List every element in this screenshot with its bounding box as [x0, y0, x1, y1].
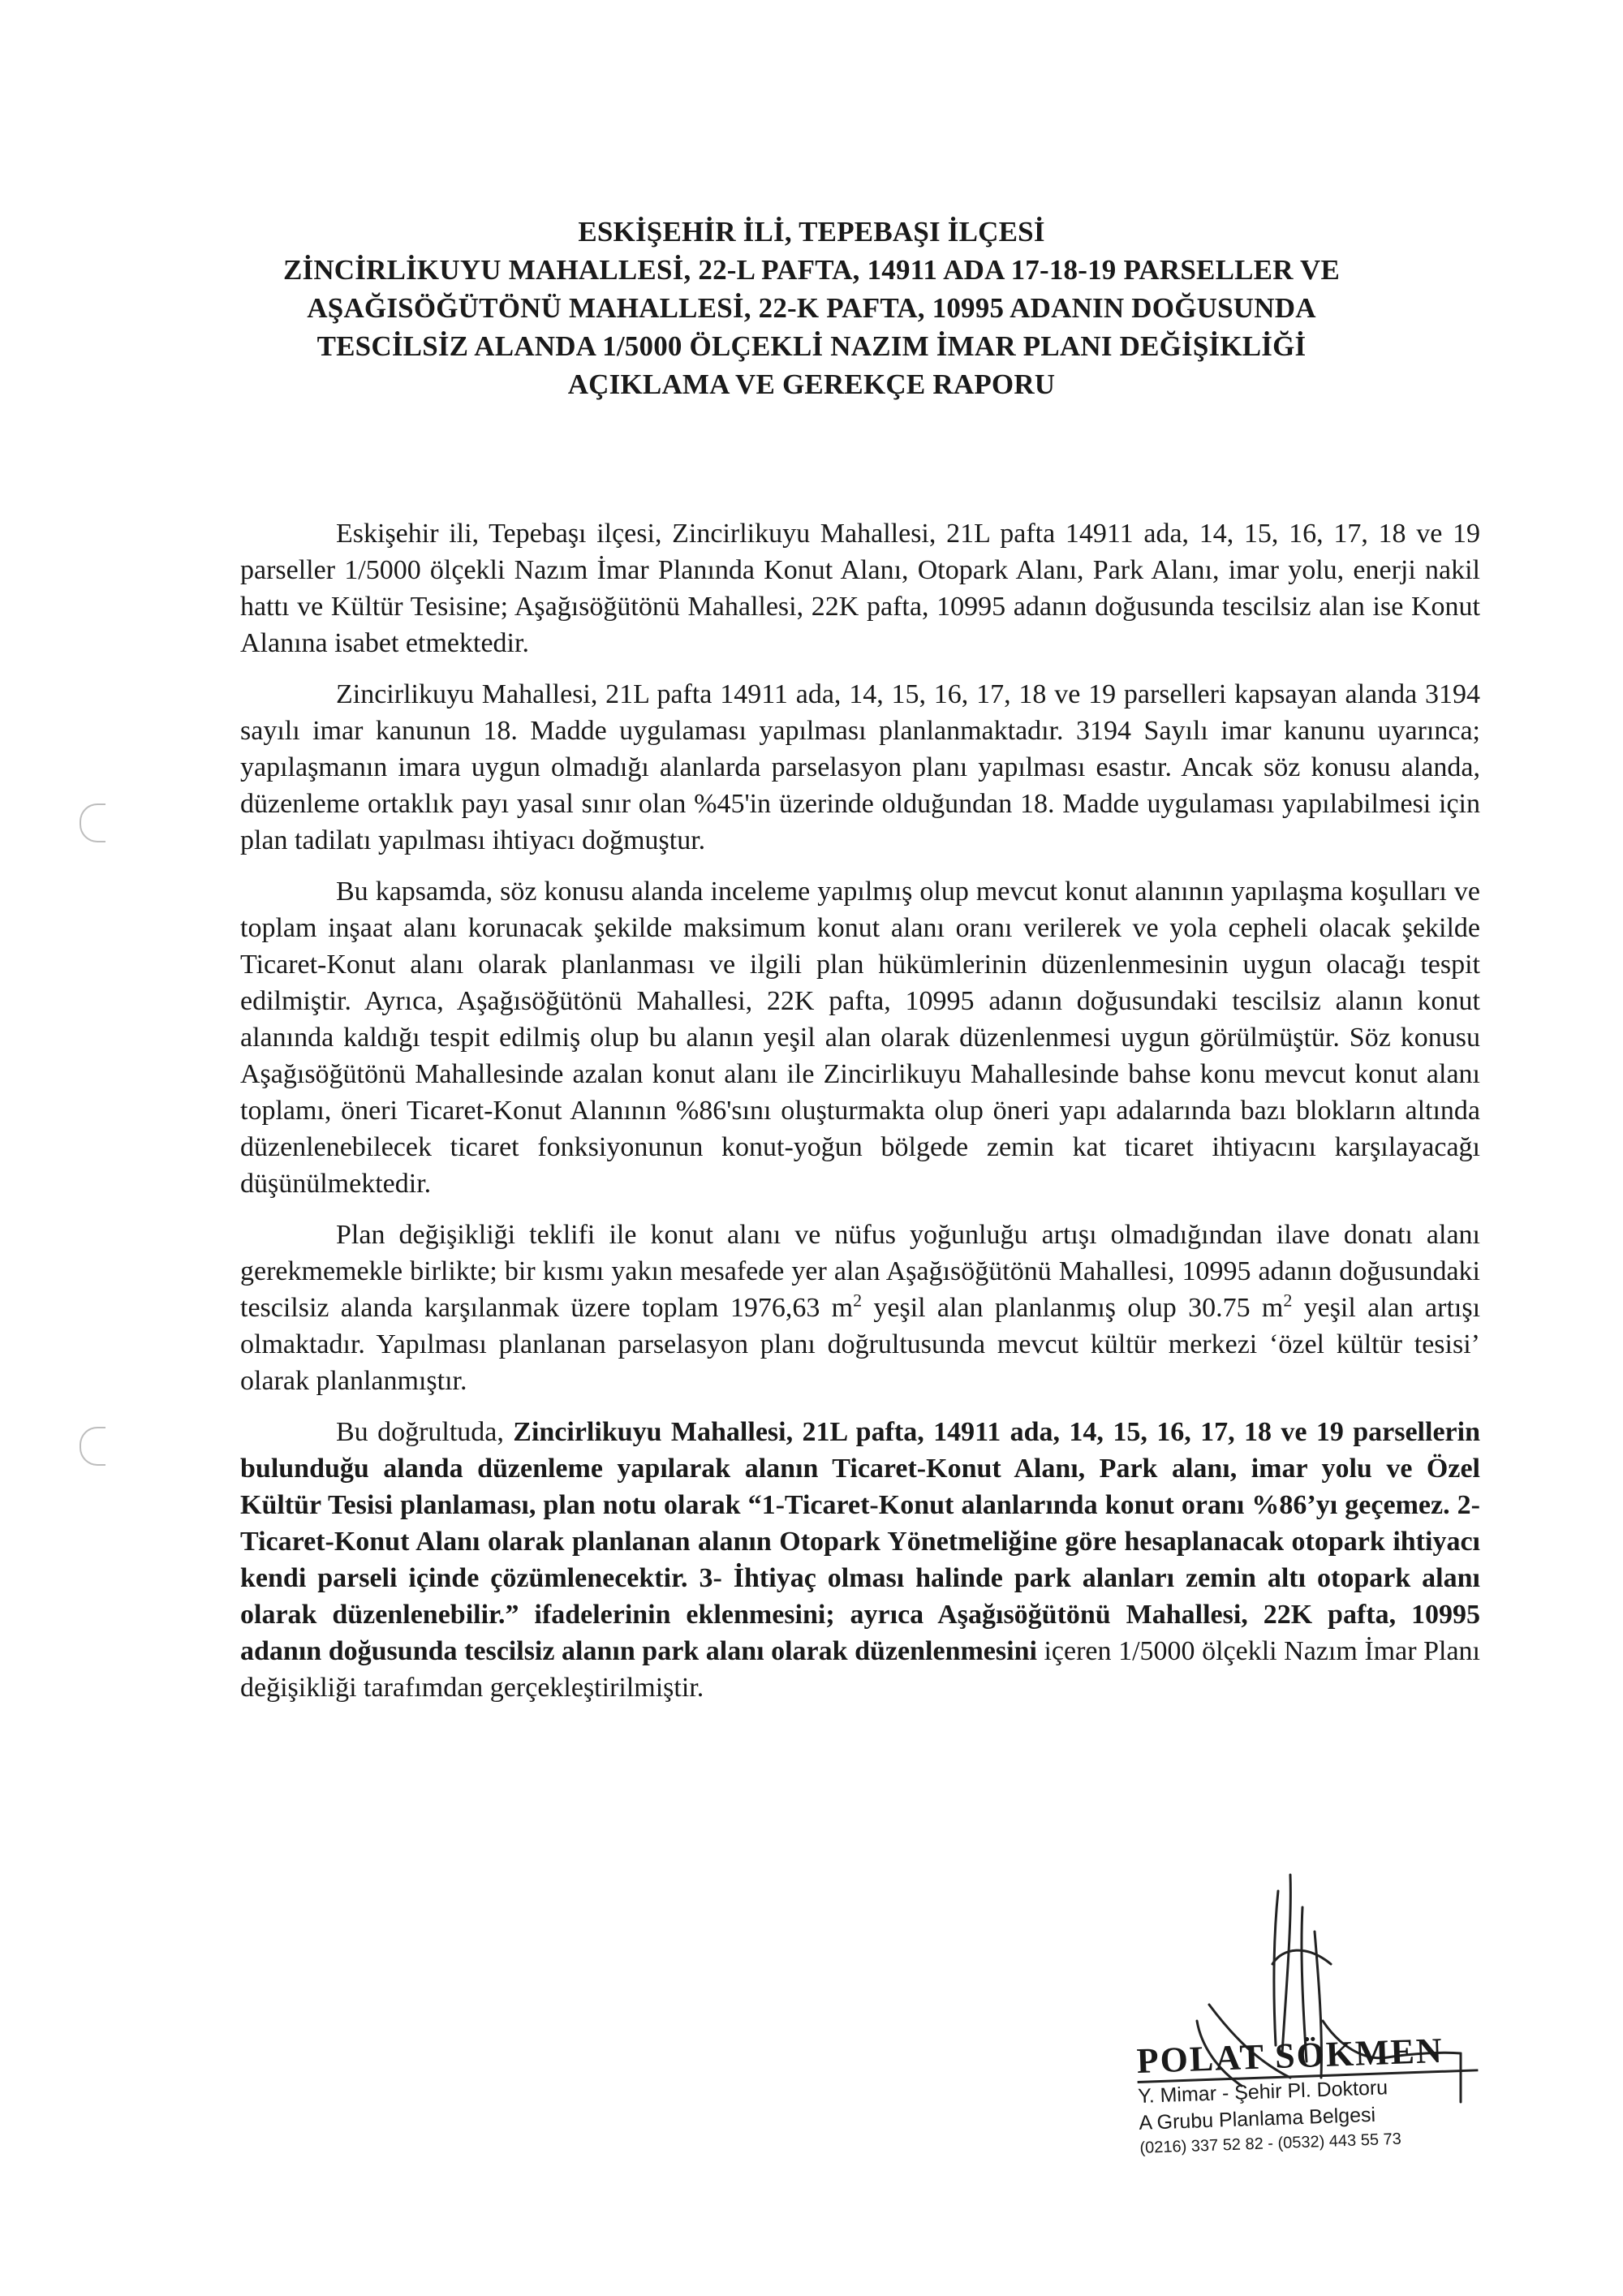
paragraph-5	[240, 1414, 1480, 1706]
document-title	[162, 213, 1461, 403]
paragraph-5-outro: içeren 1/5000 ölçekli Nazım İmar Planı değişikliği tarafımdan gerçekleştirilmiştir.	[240, 1636, 1480, 1703]
title-line: AŞAĞISÖĞÜTÖNÜ MAHALLESİ, 22-K PAFTA, 10995 ADANIN DOĞUSUNDA	[307, 292, 1316, 324]
paragraph-2: Zincirlikuyu Mahallesi, 21L pafta 14911 ada, 14, 15, 16, 17, 18 ve 19 parselleri kapsayan alanda 3194 sayılı imar kanunun 18. Madde uygulaması yapılması planlanmaktadır. 3194 Sayılı imar kanunu uyarınca; yapılaşmanın imara uygun olmadığı alanlarda parselasyon planı yapılması esastır. Ancak söz konusu alanda, düzenleme ortaklık payı yasal sınır olan %45'in üzerinde olduğundan 18. Madde uygulaması yapılabilmesi için plan tadilatı yapılması ihtiyacı doğmuştur.	[240, 679, 1480, 855]
title-line: ZİNCİRLİKUYU MAHALLESİ, 22-L PAFTA, 14911 ADA 17-18-19 PARSELLER VE	[282, 254, 1341, 286]
punch-hole-mark-lower	[80, 1427, 105, 1466]
paragraph-5-intro: Bu doğrultuda,	[336, 1417, 514, 1447]
stamp-title: Y. Mimar - Şehir Pl. Doktoru	[1137, 2076, 1388, 2108]
paragraph-1: Eskişehir ili, Tepebaşı ilçesi, Zincirlikuyu Mahallesi, 21L pafta 14911 ada, 14, 15, 16, 17, 18 ve 19 parseller 1/5000 ölçekli Nazım İmar Planında Konut Alanı, Otopark Alanı, Park Alanı, imar yolu, enerji nakil hattı ve Kültür Tesisine; Aşağısöğütönü Mahallesi, 22K pafta, 10995 adanın doğusunda tescilsiz alan ise Konut Alanına isabet etmektedir.	[240, 519, 1480, 658]
punch-hole-mark-upper	[80, 803, 105, 842]
paragraph-4-part-2: yeşil alan planlanmış olup 30.75 m	[862, 1293, 1284, 1323]
signature-stamp	[1136, 2031, 1481, 2160]
paragraph-4-part-3: yeşil alan artışı olmaktadır. Yapılması planlanan parselasyon planı doğrultusunda mevcut kültür merkezi ‘özel kültür tesisi’ olarak planlanmıştır.	[240, 1293, 1481, 1396]
stamp-phone: (0216) 337 52 82 - (0532) 443 55 73	[1139, 2130, 1402, 2157]
superscript-2: 2	[853, 1290, 863, 1311]
paragraph-5-bold: Zincirlikuyu Mahallesi, 21L pafta, 14911 ada, 14, 15, 16, 17, 18 ve 19 parsellerin bulunduğu alanda düzenleme yapılarak alanın Ticaret-Konut Alanı, Park alanı, imar yolu ve Özel Kültür Tesisi planlaması, plan notu olarak “1-Ticaret-Konut alanlarında konut oranı %86’yı geçemez. 2-Ticaret-Konut Alanı olarak planlanan alanın Otopark Yönetmeliğine göre hesaplanacak otopark ihtiyacı kendi parseli içinde çözümlenecektir. 3- İhtiyaç olması halinde park alanları zemin altı otopark alanı olarak düzenlenebilir.” ifadelerinin eklenmesini; ayrıca Aşağısöğütönü Mahallesi, 22K pafta, 10995 adanın doğusunda tescilsiz alanın park alanı olarak düzenlenmesini	[240, 1417, 1480, 1666]
stamp-name: POLAT SÖKMEN	[1136, 2031, 1478, 2083]
paragraph-4	[240, 1217, 1480, 1399]
paragraph-3: Bu kapsamda, söz konusu alanda inceleme yapılmış olup mevcut konut alanının yapılaşma koşulları ve toplam inşaat alanı korunacak şekilde maksimum konut alanı oranı verilerek ve yola cepheli olacak şekilde Ticaret-Konut alanı olarak planlanması ve ilgili plan hükümlerinin düzenlenmesinin uygun olacağı tespit edilmiştir. Ayrıca, Aşağısöğütönü Mahallesi, 22K pafta, 10995 adanın doğusundaki tescilsiz alanın konut alanında kaldığı tespit edilmiş olup bu alanın yeşil alan olarak düzenlenmesi uygun görülmüştür. Söz konusu Aşağısöğütönü Mahallesinde azalan konut alanı ile Zincirlikuyu Mahallesinde bahse konu mevcut konut alanı toplamı, öneri Ticaret-Konut Alanının %86'sını oluşturmakta olup öneri yapı adalarında bazı blokların altında düzenlenebilecek ticaret fonksiyonunun konut-yoğun bölgede zemin kat ticaret ihtiyacını karşılayacağı düşünülmektedir.	[240, 877, 1480, 1199]
title-line: TESCİLSİZ ALANDA 1/5000 ÖLÇEKLİ NAZIM İMAR PLANI DEĞİŞİKLİĞİ	[316, 330, 1307, 362]
title-line: AÇIKLAMA VE GEREKÇE RAPORU	[567, 368, 1056, 400]
stamp-certificate: A Grubu Planlama Belgesi	[1138, 2103, 1376, 2134]
superscript-2: 2	[1283, 1290, 1293, 1311]
report-body	[240, 515, 1480, 1721]
paragraph-4-part-1: Plan değişikliği teklifi ile konut alanı ve nüfus yoğunluğu artışı olmadığından ilave donatı alanı gerekmemekle birlikte; bir kısmı yakın mesafede yer alan Aşağısöğütönü Mahallesi, 10995 adanın doğusundaki tescilsiz alanda karşılanmak üzere toplam 1976,63 m	[240, 1220, 1480, 1323]
title-line: ESKİŞEHİR İLİ, TEPEBAŞI İLÇESİ	[578, 216, 1045, 248]
